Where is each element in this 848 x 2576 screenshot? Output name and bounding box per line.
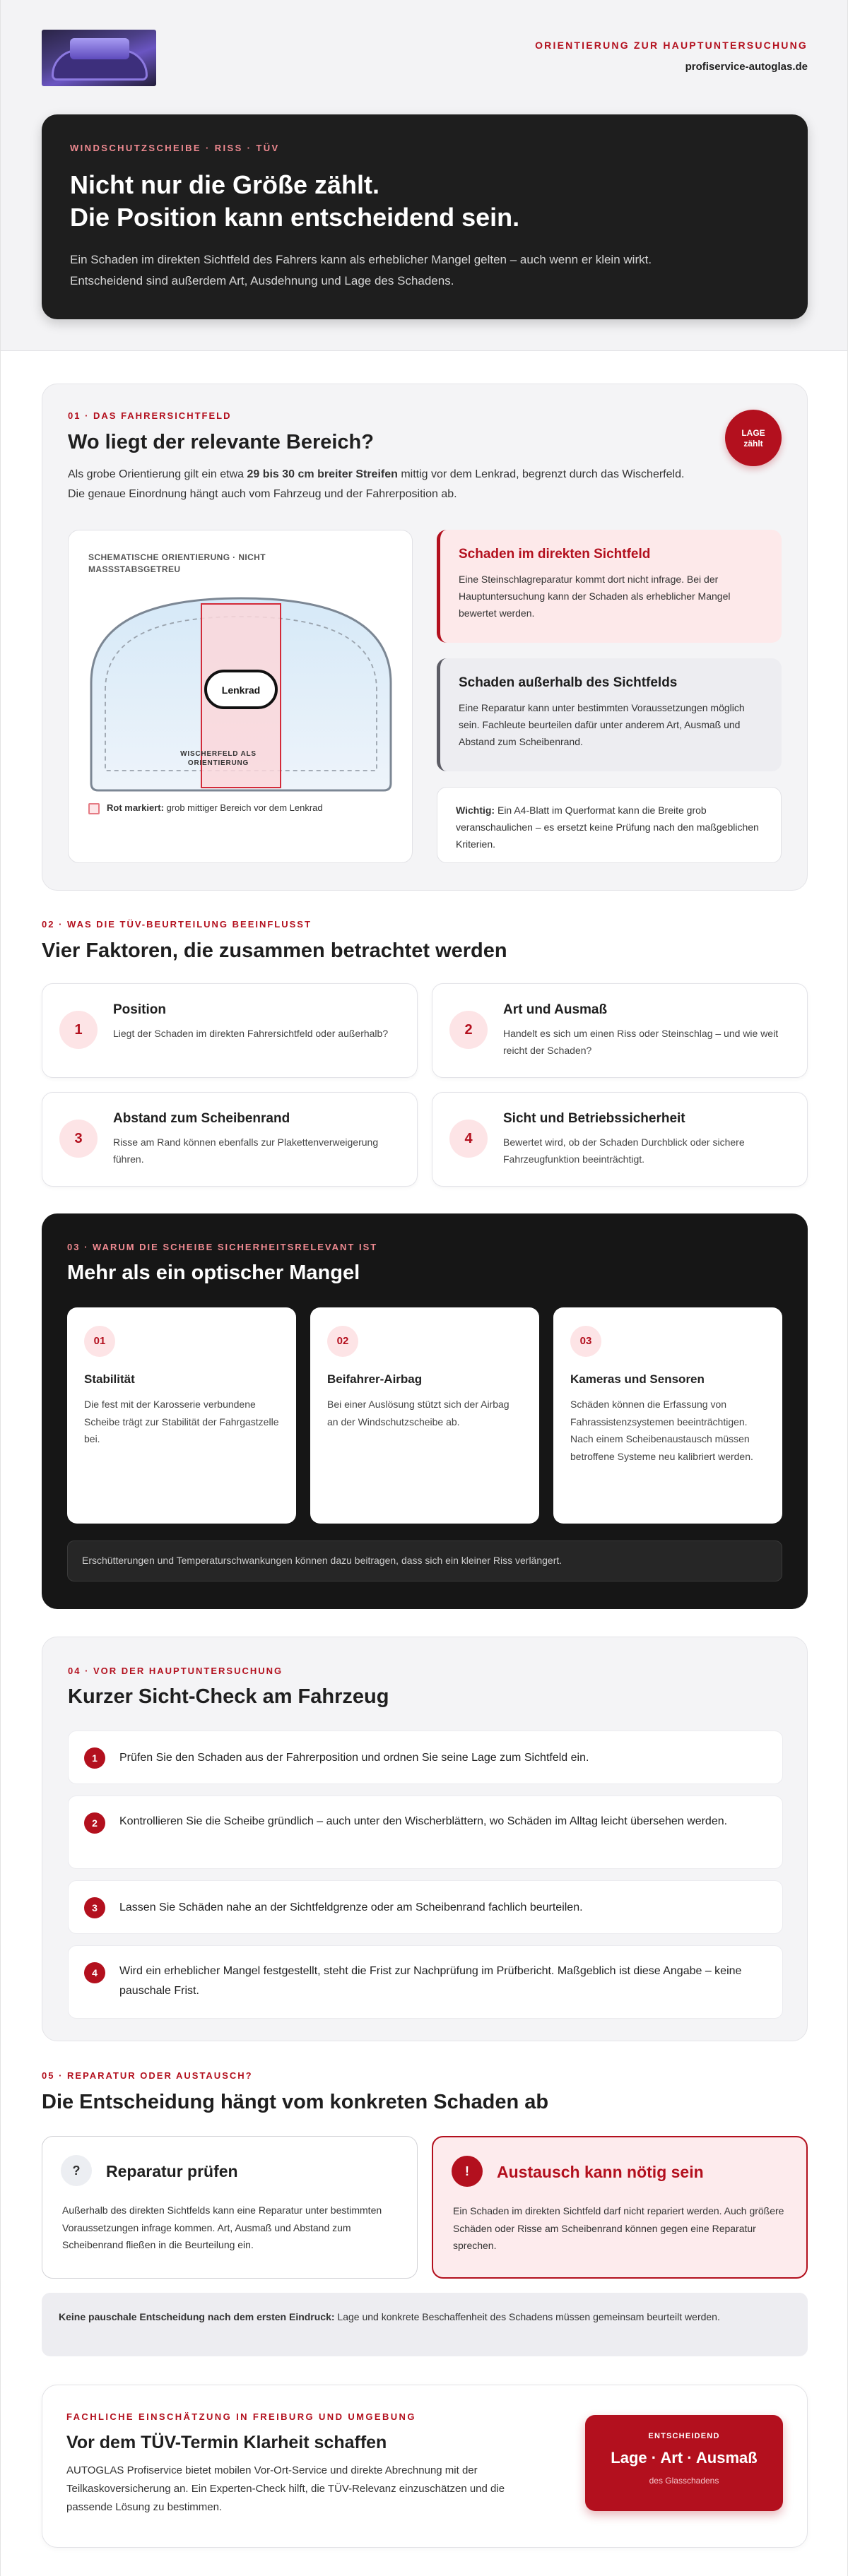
section2-title: Vier Faktoren, die zusammen betrachtet werden: [42, 939, 507, 962]
safety-card-airbag: [310, 1307, 539, 1524]
repair-title: Reparatur prüfen: [106, 2162, 238, 2180]
header-kicker: ORIENTIERUNG ZUR HAUPTUNTERSUCHUNG: [535, 40, 808, 51]
important-note-bold: Wichtig:: [456, 805, 495, 816]
hero-kicker: WINDSCHUTZSCHEIBE · RISS · TÜV: [70, 143, 280, 153]
check-step: [68, 1880, 783, 1934]
hero-title-line-1: Nicht nur die Größe zählt.: [70, 170, 380, 199]
safety-card-text: Bei einer Auslösung stützt sich der Airbag an der Windschutzscheibe ab.: [327, 1399, 510, 1428]
intro-bold: 29 bis 30 cm breiter Streifen: [247, 468, 398, 480]
position-badge: [725, 410, 782, 466]
cta-card: [42, 2385, 808, 2548]
factor-text: Bewertet wird, ob der Schaden Durchblick oder sichere Fahrzeugfunktion beeinträchtigt.: [503, 1136, 745, 1165]
diagram-label: SCHEMATISCHE ORIENTIERUNG · NICHT MASSSTABSGETREU: [88, 552, 266, 574]
factor-card-type-extent: [432, 983, 808, 1078]
factor-text: Risse am Rand können ebenfalls zur Plakettenverweigerung führen.: [113, 1136, 379, 1165]
factor-title: Position: [113, 1002, 166, 1017]
factor-card-edge-distance: [42, 1092, 418, 1187]
step-number: 2: [84, 1812, 105, 1834]
wiper-label-2: ORIENTIERUNG: [187, 759, 249, 767]
replace-title: Austausch kann nötig sein: [497, 2163, 704, 2181]
decision-note-text: Lage und konkrete Beschaffenheit des Schadens müssen gemeinsam beurteilt werden.: [334, 2311, 720, 2322]
cta-box-sub: des Glasschadens: [649, 2476, 719, 2486]
hero-card: [42, 114, 808, 319]
section-safety: [42, 1213, 808, 1609]
hero-title-line-2: Die Position kann entscheidend sein.: [70, 203, 520, 232]
section1-title: Wo liegt der relevante Bereich?: [68, 431, 374, 453]
step-text: Wird ein erheblicher Mangel festgestellt, steht die Frist zur Nachprüfung im Prüfbericht. Maßgeblich ist diese Angabe – keine pauschale Frist.: [119, 1965, 742, 1997]
warning-icon: !: [452, 2156, 483, 2187]
step-number: 4: [84, 1962, 105, 1983]
factor-title: Abstand zum Scheibenrand: [113, 1111, 290, 1126]
safety-card-text: Schäden können die Erfassung von Fahrassistenzsystemen beeinträchtigen. Nach einem Scheibenaustausch müssen betroffene Systeme neu kalibriert werden.: [570, 1399, 753, 1462]
legend-swatch: [88, 803, 100, 814]
diagram-legend: [88, 802, 323, 814]
repair-text: Außerhalb des direkten Sichtfelds kann eine Reparatur unter bestimmten Voraussetzungen infrage kommen. Art, Ausmaß und Abstand zum Scheibenrand fließen in die Beurteilung ein.: [62, 2204, 382, 2250]
safety-card-number: 03: [570, 1326, 601, 1357]
factor-number: 4: [449, 1120, 488, 1158]
cta-title: Vor dem TÜV-Termin Klarheit schaffen: [66, 2433, 387, 2452]
section1-kicker: 01 · DAS FAHRERSICHTFELD: [68, 410, 232, 421]
step-number: 1: [84, 1747, 105, 1769]
intro-part-1: Als grobe Orientierung gilt ein etwa: [68, 468, 247, 480]
outside-view-title: Schaden außerhalb des Sichtfelds: [459, 675, 678, 690]
factor-number: 1: [59, 1011, 98, 1049]
cta-kicker: FACHLICHE EINSCHÄTZUNG IN FREIBURG UND UMGEBUNG: [66, 2411, 416, 2422]
badge-line-1: LAGE: [741, 428, 765, 438]
badge-line-2: zählt: [743, 439, 763, 449]
windshield-diagram-card: [68, 530, 413, 863]
step-text: Lassen Sie Schäden nahe an der Sichtfeldgrenze oder am Scheibenrand fachlich beurteilen.: [119, 1901, 583, 1913]
factor-text: Handelt es sich um einen Riss oder Steinschlag – und wie weit reicht der Schaden?: [503, 1028, 779, 1056]
factor-number: 2: [449, 1011, 488, 1049]
safety-card-title: Kameras und Sensoren: [570, 1372, 705, 1386]
step-text: Prüfen Sie den Schaden aus der Fahrerposition und ordnen Sie seine Lage zum Sichtfeld ein.: [119, 1752, 589, 1764]
repair-card: [42, 2136, 418, 2279]
cta-highlight-box[interactable]: [585, 2415, 783, 2511]
factor-card-visibility-safety: [432, 1092, 808, 1187]
header: [1, 0, 848, 351]
section4-title: Kurzer Sicht-Check am Fahrzeug: [68, 1685, 389, 1708]
section1-intro: [68, 465, 704, 504]
header-domain[interactable]: profiservice-autoglas.de: [685, 61, 808, 73]
windshield-shape: [70, 38, 129, 59]
replace-text: Ein Schaden im direkten Sichtfeld darf nicht repariert werden. Auch größere Schäden oder Risse am Scheibenrand können gegen eine Reparatur sprechen.: [453, 2205, 784, 2251]
safety-card-title: Beifahrer-Airbag: [327, 1372, 423, 1386]
important-note: [437, 787, 782, 863]
section5-title: Die Entscheidung hängt vom konkreten Schaden ab: [42, 2091, 549, 2113]
wiper-label-1: WISCHERFELD ALS: [180, 750, 257, 758]
section5-kicker: 05 · REPARATUR ODER AUSTAUSCH?: [42, 2070, 253, 2081]
check-step: [68, 1796, 783, 1869]
cta-box-top: ENTSCHEIDEND: [648, 2432, 720, 2440]
section-checklist: [42, 1637, 808, 2041]
section3-title: Mehr als ein optischer Mangel: [67, 1262, 360, 1284]
decision-note: [42, 2293, 808, 2356]
check-step: [68, 1731, 783, 1784]
section2-kicker: 02 · WAS DIE TÜV-BEURTEILUNG BEEINFLUSST: [42, 919, 312, 930]
factor-text: Liegt der Schaden im direkten Fahrersichtfeld oder außerhalb?: [113, 1028, 389, 1039]
outside-view-card: [437, 658, 782, 771]
question-icon: ?: [61, 2155, 92, 2186]
safety-card-number: 02: [327, 1326, 358, 1357]
windshield-diagram: [88, 591, 394, 795]
cta-box-main: Lage · Art · Ausmaß: [611, 2449, 758, 2467]
legend-bold: Rot markiert:: [107, 802, 164, 813]
step-number: 3: [84, 1897, 105, 1918]
factor-number: 3: [59, 1120, 98, 1158]
safety-card-stability: [67, 1307, 296, 1524]
hero-title: [70, 169, 779, 234]
step-text: Kontrollieren Sie die Scheibe gründlich – auch unter den Wischerblättern, wo Schäden im Alltag leicht übersehen werden.: [119, 1815, 728, 1827]
safety-card-sensors: [553, 1307, 782, 1524]
replace-card: [432, 2136, 808, 2279]
decision-note-bold: Keine pauschale Entscheidung nach dem ersten Eindruck:: [59, 2311, 335, 2322]
steering-wheel-label: Lenkrad: [221, 684, 261, 696]
inside-view-card: [437, 530, 782, 643]
factor-card-position: [42, 983, 418, 1078]
important-note-text: Ein A4-Blatt im Querformat kann die Breite grob veranschaulichen – es ersetzt keine Prüfung nach den maßgeblichen Kriterien.: [456, 805, 759, 850]
intro-part-2: mittig vor dem Lenkrad, begrenzt durch das Wischerfeld. Die genaue Einordnung hängt auch vom Fahrzeug und der Fahrerposition ab.: [68, 468, 685, 500]
logo-image: [42, 30, 156, 86]
factor-title: Art und Ausmaß: [503, 1002, 608, 1017]
factor-title: Sicht und Betriebssicherheit: [503, 1111, 685, 1126]
legend-text: grob mittiger Bereich vor dem Lenkrad: [163, 802, 323, 813]
section3-kicker: 03 · WARUM DIE SCHEIBE SICHERHEITSRELEVANT IST: [67, 1242, 378, 1252]
safety-card-number: 01: [84, 1326, 115, 1357]
header-right: [535, 40, 808, 73]
hero-text: Ein Schaden im direkten Sichtfeld des Fahrers kann als erheblicher Mangel gelten – auch wenn er klein wirkt. Entscheidend sind außerdem Art, Ausdehnung und Lage des Schadens.: [70, 253, 652, 287]
section4-kicker: 04 · VOR DER HAUPTUNTERSUCHUNG: [68, 1666, 283, 1676]
safety-footer-note: Erschütterungen und Temperaturschwankungen können dazu beitragen, dass sich ein kleiner Riss verlängert.: [67, 1541, 782, 1581]
cta-text: AUTOGLAS Profiservice bietet mobilen Vor-Ort-Service und direkte Abrechnung mit der Teilkaskoversicherung an. Ein Experten-Check hilft, die TÜV-Relevanz einzuschätzen und die passende Lösung zu bestimmen.: [66, 2464, 505, 2513]
outside-view-text: Eine Reparatur kann unter bestimmten Voraussetzungen möglich sein. Fachleute beurteilen dafür unter anderem Art, Ausmaß und Abstand zum Scheibenrand.: [459, 702, 745, 747]
safety-card-title: Stabilität: [84, 1372, 135, 1386]
inside-view-text: Eine Steinschlagreparatur kommt dort nicht infrage. Bei der Hauptuntersuchung kann der Schaden als erheblicher Mangel bewertet werden.: [459, 574, 731, 619]
safety-card-text: Die fest mit der Karosserie verbundene Scheibe trägt zur Stabilität der Fahrgastzelle bei.: [84, 1399, 279, 1444]
inside-view-title: Schaden im direkten Sichtfeld: [459, 547, 651, 562]
check-step: [68, 1945, 783, 2019]
section-driver-view: [42, 384, 808, 891]
